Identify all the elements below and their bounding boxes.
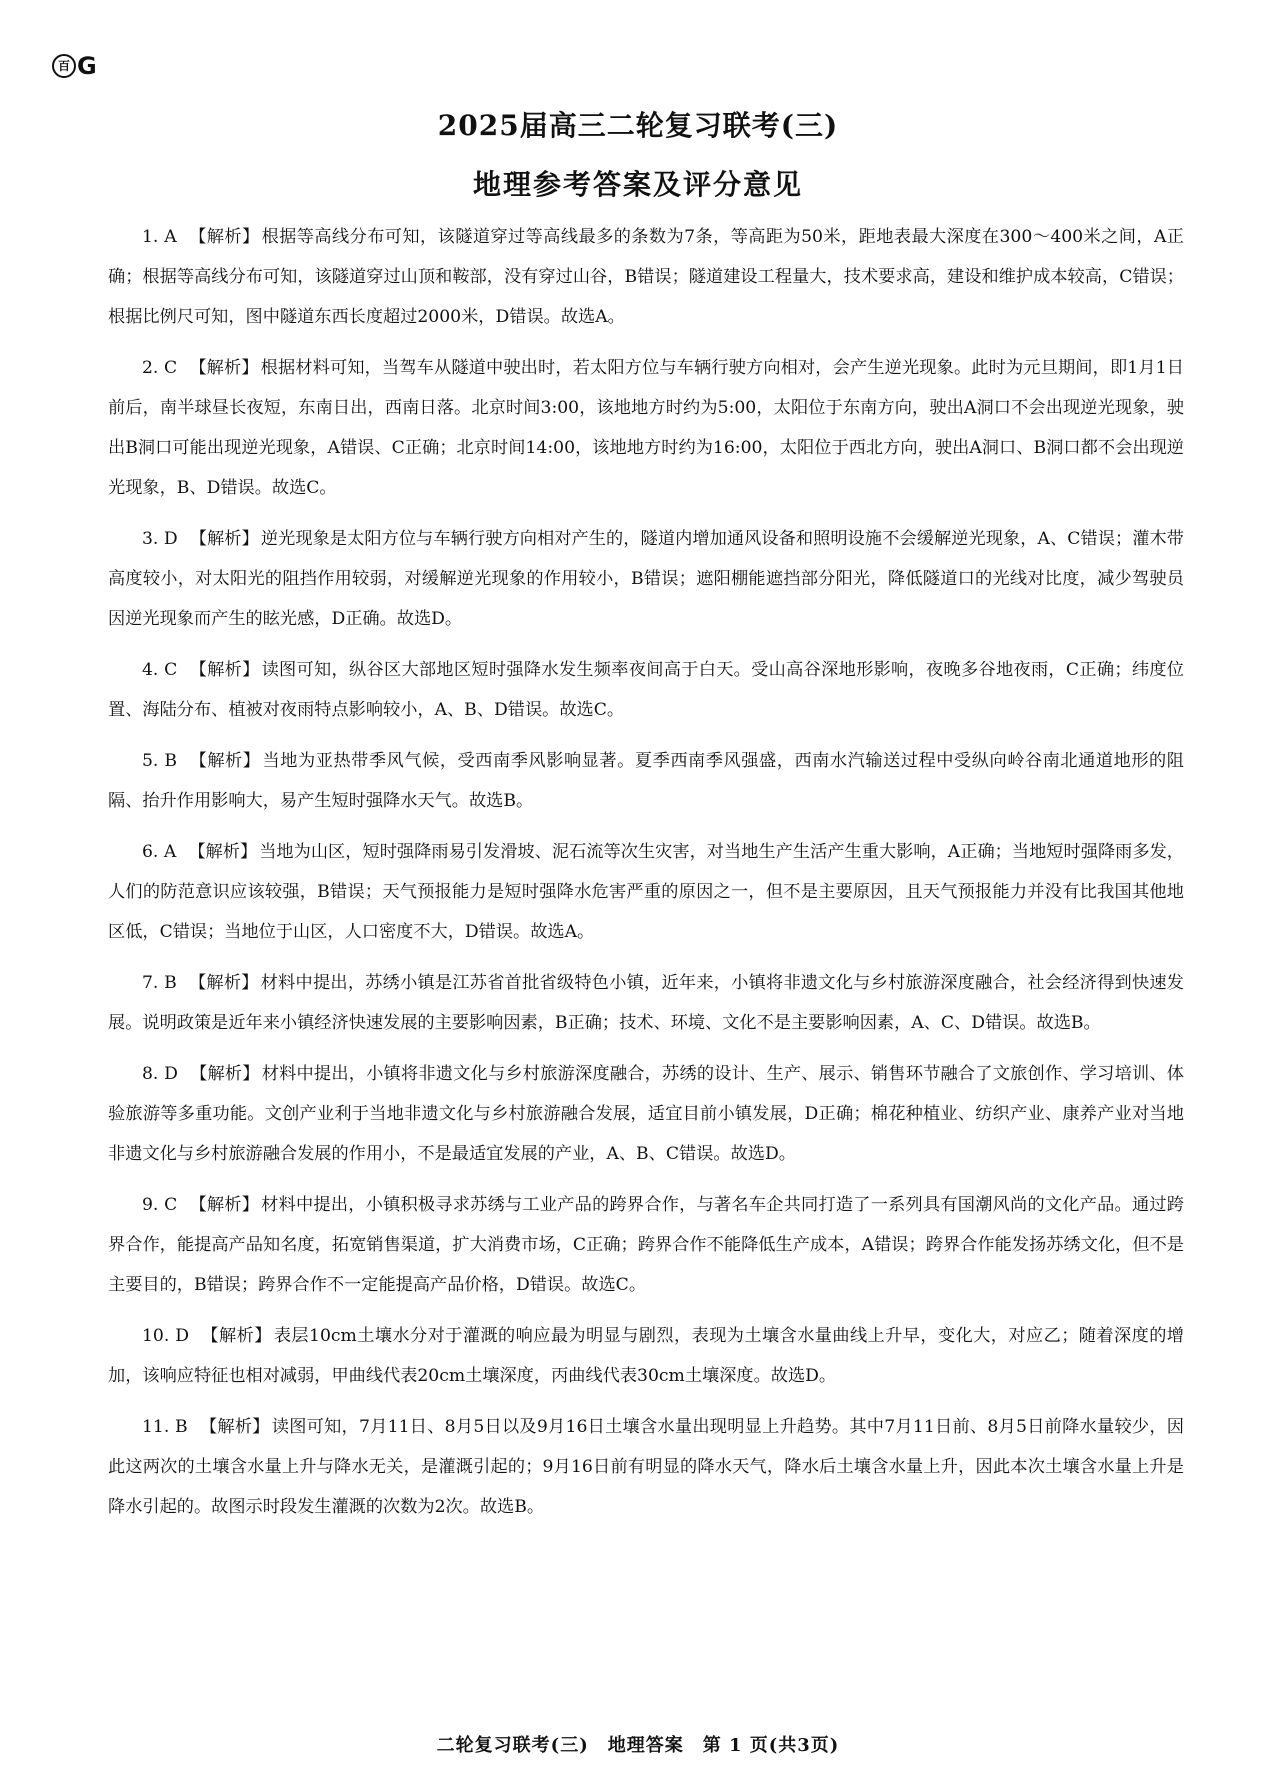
analysis-tag: 【解析】 — [188, 842, 258, 862]
logo-circle-icon: 百 — [52, 54, 76, 78]
answer-number: 5. B — [142, 751, 178, 771]
publisher-logo — [52, 52, 97, 80]
answer-item — [108, 348, 1184, 508]
page-footer: 二轮复习联考(三) 地理答案 第 1 页(共3页) — [436, 1735, 840, 1756]
analysis-tag: 【解析】 — [188, 973, 259, 993]
answer-item — [108, 650, 1184, 730]
analysis-tag: 【解析】 — [201, 1326, 272, 1346]
answer-number: 6. A — [142, 842, 177, 862]
answer-item — [108, 832, 1184, 952]
answer-item — [108, 1407, 1184, 1527]
analysis-tag: 【解析】 — [188, 227, 260, 247]
answer-number: 3. D — [142, 529, 178, 549]
answer-number: 11. B — [142, 1417, 188, 1437]
answer-text: 当地为山区，短时强降雨易引发滑坡、泥石流等次生灾害，对当地生产生活产生重大影响，A正确；当地短时强降雨多发，人们的防范意识应该较强，B错误；天气预报能力是短时强降水危害严重的原因之一，但不是主要原因，且天气预报能力并没有比我国其他地区低，C错误；当地位于山区，人口密度不大，D错误。故选A。 — [108, 842, 1184, 942]
answer-text: 材料中提出，小镇积极寻求苏绣与工业产品的跨界合作，与著名车企共同打造了一系列具有国潮风尚的文化产品。通过跨界合作，能提高产品知名度，拓宽销售渠道，扩大消费市场，C正确；跨界合作不能降低生产成本，A错误；跨界合作能发扬苏绣文化，但不是主要目的，B错误；跨界合作不一定能提高产品价格，D错误。故选C。 — [108, 1195, 1184, 1295]
answer-text: 材料中提出，小镇将非遗文化与乡村旅游深度融合，苏绣的设计、生产、展示、销售环节融合了文旅创作、学习培训、体验旅游等多重功能。文创产业利于当地非遗文化与乡村旅游融合发展，适宜目前小镇发展，D正确；棉花种植业、纺织产业、康养产业对当地非遗文化与乡村旅游融合发展的作用小，不是最适宜发展的产业，A、B、C错误。故选D。 — [108, 1064, 1184, 1164]
page-title: 2025届高三二轮复习联考(三) — [437, 109, 839, 142]
analysis-tag: 【解析】 — [189, 751, 261, 771]
answer-number: 7. B — [142, 973, 177, 993]
page-subtitle: 地理参考答案及评分意见 — [472, 168, 803, 201]
answer-text: 根据等高线分布可知，该隧道穿过等高线最多的条数为7条，等高距为50米，距地表最大深度在300～400米之间，A正确；根据等高线分布可知，该隧道穿过山顶和鞍部，没有穿过山谷，B错误；隧道建设工程量大，技术要求高，建设和维护成本较高，C错误；根据比例尺可知，图中隧道东西长度超过2000米，D错误。故选A。 — [108, 227, 1184, 327]
analysis-tag: 【解析】 — [199, 1417, 270, 1437]
answer-item — [108, 963, 1184, 1043]
answer-item — [108, 1316, 1184, 1396]
answer-item — [108, 519, 1184, 639]
analysis-tag: 【解析】 — [189, 660, 260, 680]
answer-text: 读图可知，7月11日、8月5日以及9月16日土壤含水量出现明显上升趋势。其中7月11日前、8月5日前降水量较少，因此这两次的土壤含水量上升与降水无关，是灌溉引起的；9月16日前有明显的降水天气，降水后土壤含水量上升，因此本次土壤含水量上升是降水引起的。故图示时段发生灌溉的次数为2次。故选B。 — [108, 1417, 1184, 1517]
answer-list — [108, 217, 1184, 1538]
answer-number: 2. C — [142, 358, 178, 378]
analysis-tag: 【解析】 — [189, 1195, 260, 1215]
answer-number: 8. D — [142, 1064, 178, 1084]
answer-text: 逆光现象是太阳方位与车辆行驶方向相对产生的，隧道内增加通风设备和照明设施不会缓解逆光现象，A、C错误；灌木带高度较小，对太阳光的阻挡作用较弱，对缓解逆光现象的作用较小，B错误；遮阳棚能遮挡部分阳光，降低隧道口的光线对比度，减少驾驶员因逆光现象而产生的眩光感，D正确。故选D。 — [108, 529, 1184, 629]
answer-item — [108, 741, 1184, 821]
answer-number: 9. C — [142, 1195, 178, 1215]
answer-text: 当地为亚热带季风气候，受西南季风影响显著。夏季西南季风强盛，西南水汽输送过程中受纵向岭谷南北通道地形的阻隔、抬升作用影响大，易产生短时强降水天气。故选B。 — [108, 751, 1184, 811]
answer-text: 根据材料可知，当驾车从隧道中驶出时，若太阳方位与车辆行驶方向相对，会产生逆光现象。此时为元旦期间，即1月1日前后，南半球昼长夜短，东南日出，西南日落。北京时间3:00，该地地方时约为5:00，太阳位于东南方向，驶出A洞口不会出现逆光现象，驶出B洞口可能出现逆光现象，A错误、C正确；北京时间14:00，该地地方时约为16:00，太阳位于西北方向，驶出A洞口、B洞口都不会出现逆光现象，B、D错误。故选C。 — [108, 358, 1184, 498]
logo-letter: G — [77, 52, 97, 80]
answer-number: 10. D — [142, 1326, 189, 1346]
answer-item — [108, 1185, 1184, 1305]
answer-text: 材料中提出，苏绣小镇是江苏省首批省级特色小镇，近年来，小镇将非遗文化与乡村旅游深度融合，社会经济得到快速发展。说明政策是近年来小镇经济快速发展的主要影响因素，B正确；技术、环境、文化不是主要影响因素，A、C、D错误。故选B。 — [108, 973, 1184, 1033]
answer-number: 4. C — [142, 660, 178, 680]
answer-text: 表层10cm土壤水分对于灌溉的响应最为明显与剧烈，表现为土壤含水量曲线上升早，变化大，对应乙；随着深度的增加，该响应特征也相对减弱，甲曲线代表20cm土壤深度，丙曲线代表30cm土壤深度。故选D。 — [108, 1326, 1184, 1386]
answer-item — [108, 217, 1184, 337]
analysis-tag: 【解析】 — [189, 529, 259, 549]
answer-item — [108, 1054, 1184, 1174]
answer-number: 1. A — [142, 227, 177, 247]
analysis-tag: 【解析】 — [189, 1064, 260, 1084]
analysis-tag: 【解析】 — [189, 358, 259, 378]
answer-text: 读图可知，纵谷区大部地区短时强降水发生频率夜间高于白天。受山高谷深地形影响，夜晚多谷地夜雨，C正确；纬度位置、海陆分布、植被对夜雨特点影响较小，A、B、D错误。故选C。 — [108, 660, 1184, 720]
